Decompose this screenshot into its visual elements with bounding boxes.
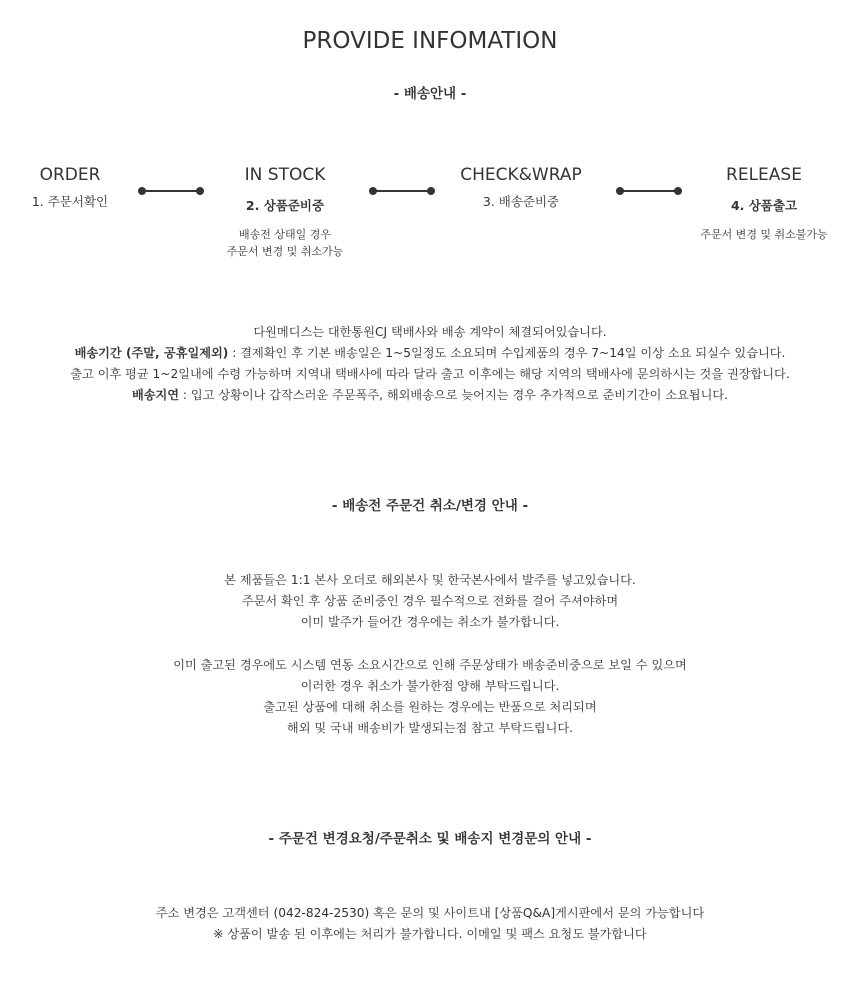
cancel-block-1 [0,570,860,633]
cancel-line: 이러한 경우 취소가 불가한점 양해 부탁드립니다. [300,679,560,693]
step-check-wrap [421,164,621,210]
step-en-label: RELEASE [726,165,802,185]
step-en-label: CHECK&WRAP [460,165,582,185]
shipping-info-line [0,385,860,406]
cancel-block-2 [0,655,860,739]
shipping-heading: - 배송안내 - [393,86,467,102]
cancel-heading: - 배송전 주문건 취소/변경 안내 - [331,498,529,514]
shipping-info-line: 출고 이후 평균 1~2일내에 수령 가능하며 지역내 택배사에 따라 달라 출고 이후에는 해당 지역의 택배사에 문의하시는 것을 권장합니다. [70,367,790,381]
shipping-period-text: : 결제확인 후 기본 배송일은 1~5일정도 소요되며 수입제품의 경우 7~14일 이상 소요 되실수 있습니다. [228,346,786,360]
step-note [664,226,860,243]
shipping-info [0,322,860,406]
change-line: ※ 상품이 발송 된 이후에는 처리가 불가합니다. 이메일 및 팩스 요청도 불가합니다 [213,927,647,941]
change-line: 주소 변경은 고객센터 (042-824-2530) 혹은 문의 및 사이트내 [상품Q&A]게시판에서 문의 가능합니다 [155,906,705,920]
step-ko-label: 4. 상품출고 [730,198,798,213]
step-note-line: 주문서 변경 및 취소불가능 [700,228,828,241]
step-en-label: ORDER [39,165,101,185]
cancel-line: 주문서 확인 후 상품 준비중인 경우 필수적으로 전화를 걸어 주셔야하며 [241,594,619,608]
step-note-line: 주문서 변경 및 취소가능 [226,245,344,258]
shipping-delay-label: 배송지연 [131,388,180,402]
cancel-line: 이미 출고된 경우에도 시스템 연동 소요시간으로 인해 주문상태가 배송준비중으로 보일 수 있으며 [173,658,687,672]
step-ko-label: 1. 주문서확인 [31,194,109,209]
change-heading: - 주문건 변경요청/주문취소 및 배송지 변경문의 안내 - [268,831,592,847]
step-en-label: IN STOCK [244,165,326,185]
shipping-period-label: 배송기간 (주말, 공휴일제외) [74,346,229,360]
step-ko-label: 2. 상품준비중 [245,198,325,213]
change-block [0,903,860,945]
step-in-stock [185,164,385,260]
cancel-line: 해외 및 국내 배송비가 발생되는점 참고 부탁드립니다. [286,721,574,735]
step-note-line: 배송전 상태일 경우 [238,228,331,241]
step-release [664,164,860,243]
shipping-info-line: 다원메디스는 대한통원CJ 택배사와 배송 계약이 체결되어있습니다. [253,325,607,339]
shipping-info-line [0,343,860,364]
page-title: PROVIDE INFOMATION [302,28,558,54]
shipping-delay-text: : 입고 상황이나 갑작스러운 주문폭주, 해외배송으로 늦어지는 경우 추가적으로 준비기간이 소요됩니다. [179,388,729,402]
cancel-line: 이미 발주가 들어간 경우에는 취소가 불가합니다. [300,615,560,629]
cancel-line: 출고된 상품에 대해 취소를 원하는 경우에는 반품으로 처리되며 [263,700,597,714]
step-note [185,226,385,260]
step-ko-label: 3. 배송준비중 [482,194,560,209]
cancel-line: 본 제품들은 1:1 본사 오더로 해외본사 및 한국본사에서 발주를 넣고있습니다. [224,573,636,587]
